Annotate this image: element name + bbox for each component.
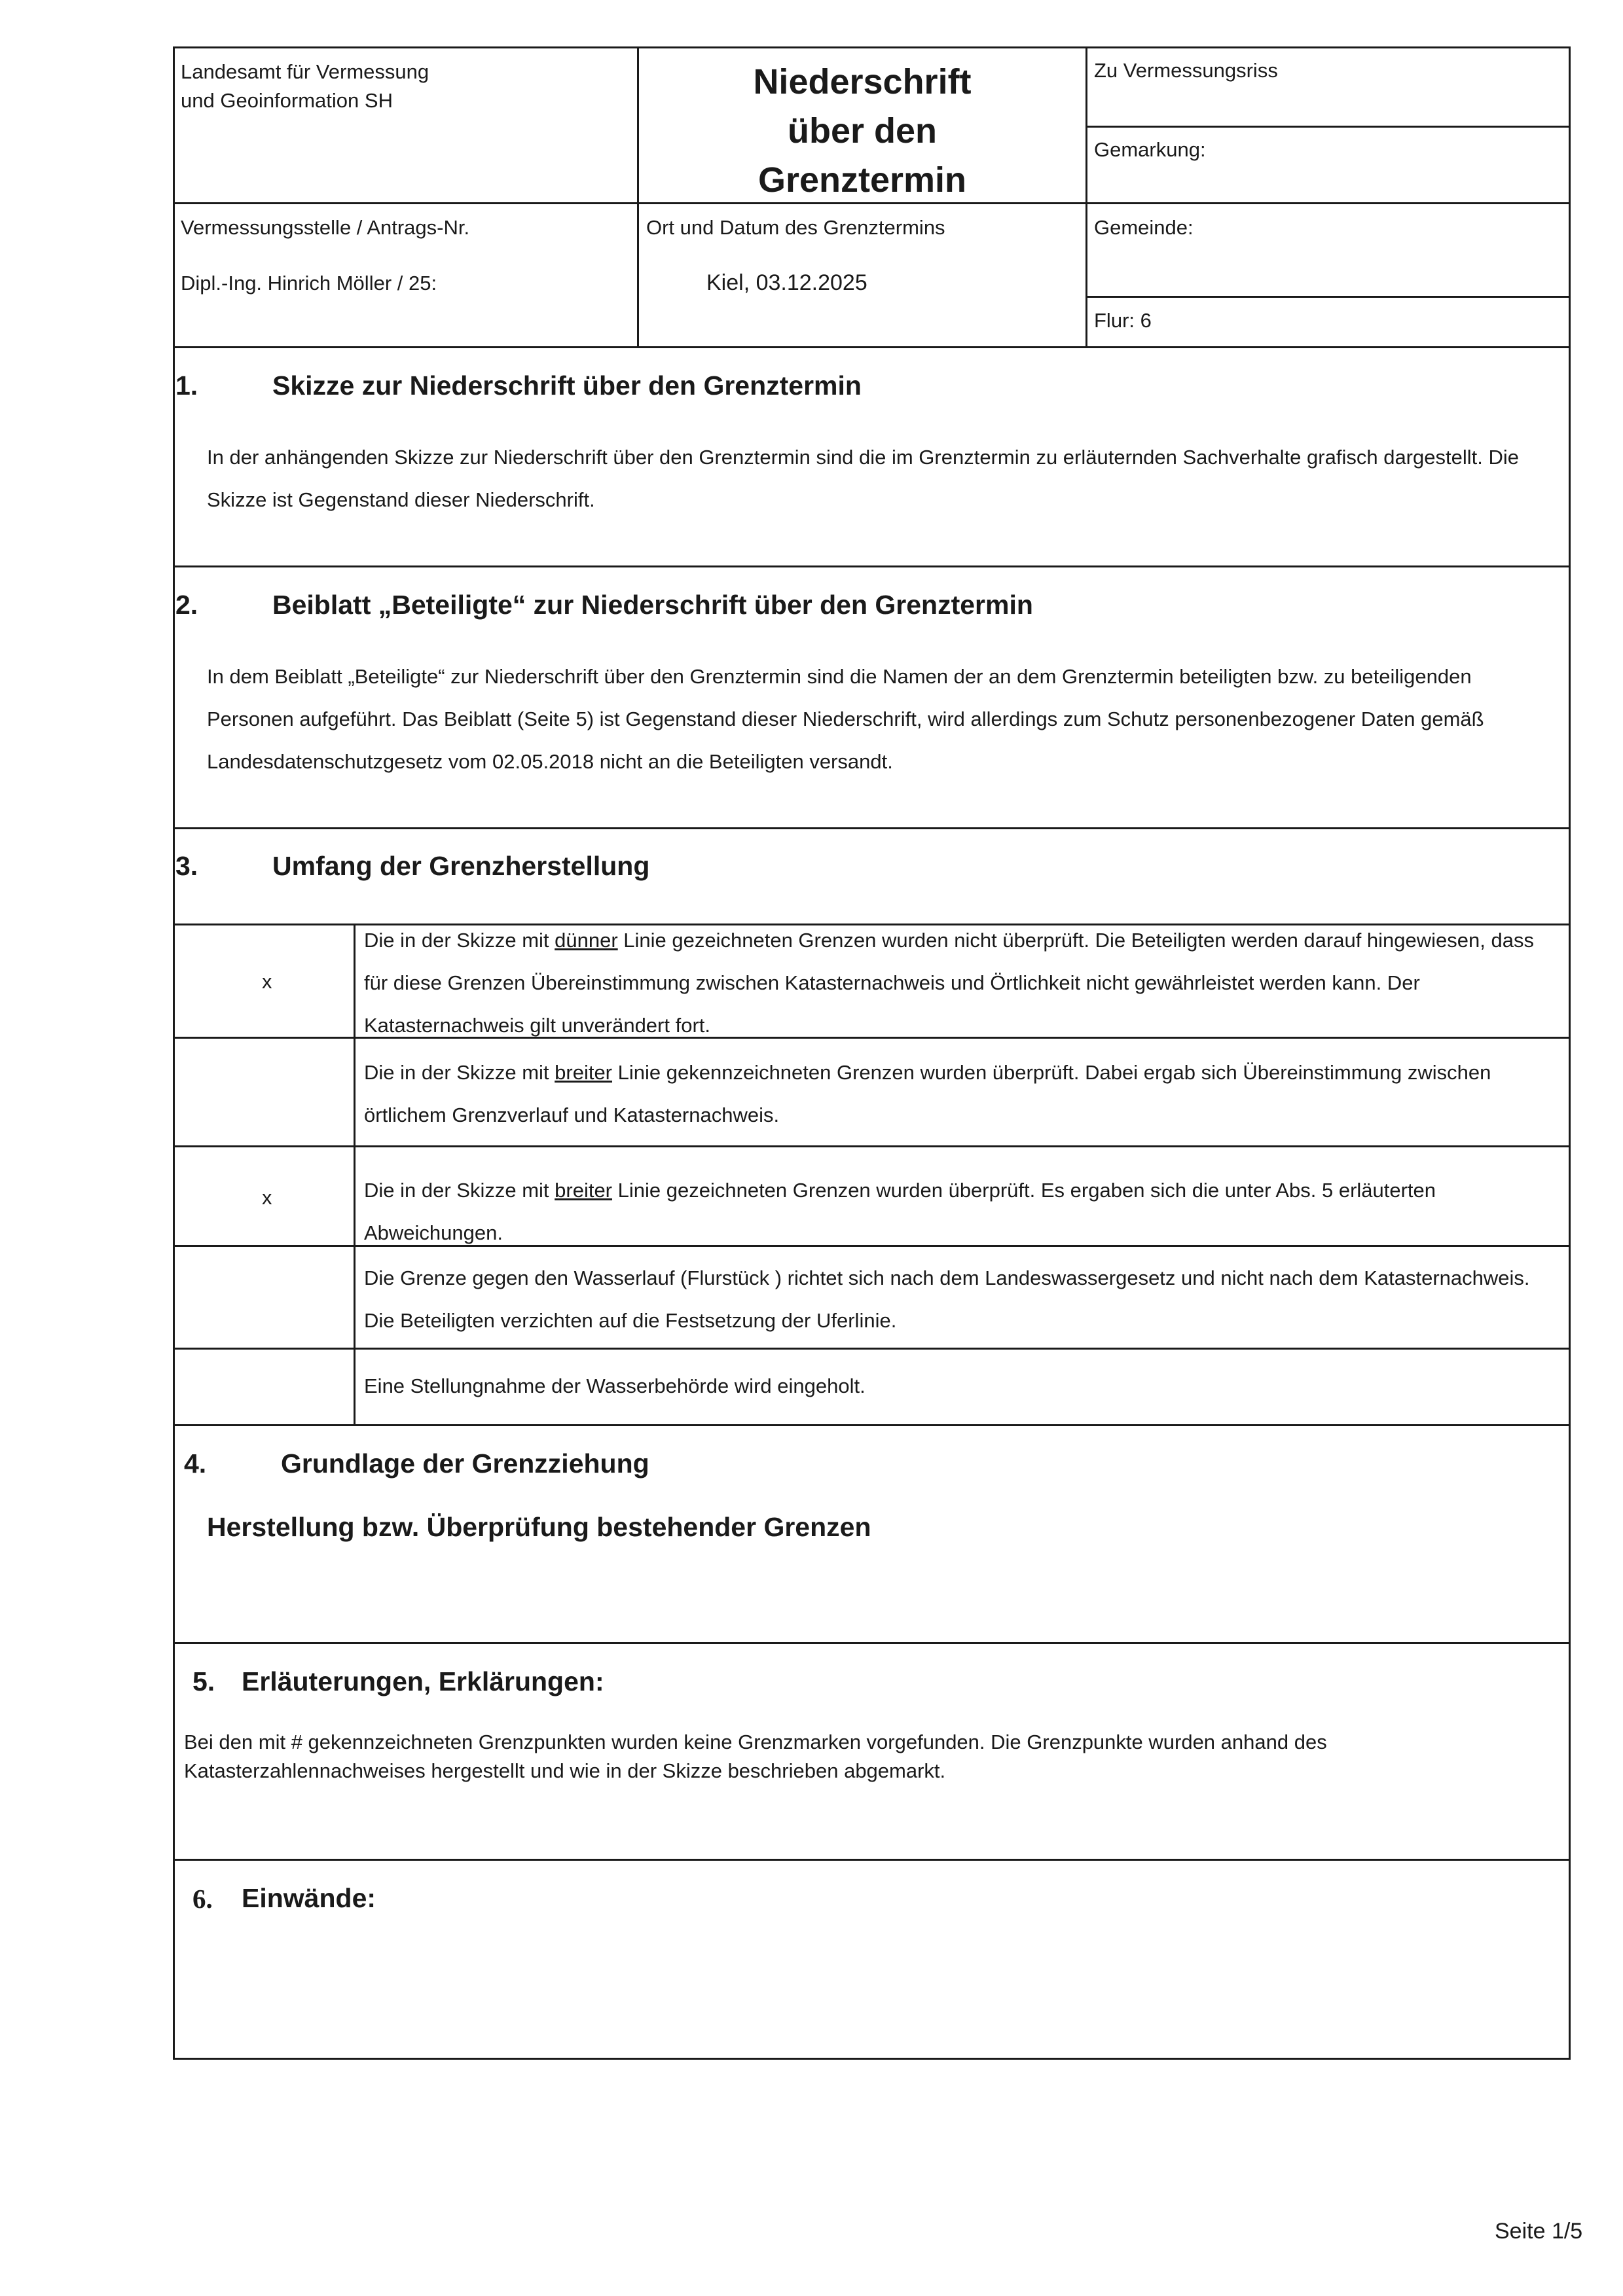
ort-datum-value: Kiel, 03.12.2025 [706,270,867,295]
table-rule [173,1348,1571,1350]
section-rule [173,565,1571,567]
section-title: Skizze zur Niederschrift über den Grenztermin [272,370,862,401]
authority-name [181,58,429,115]
text-line: Katasterzahlennachweises hergestellt und wie in der Skizze beschrieben abgemarkt. [184,1759,946,1782]
section-rule [173,1859,1571,1861]
section-number: 1. [175,370,198,401]
section-rule [173,1642,1571,1644]
header-rule [1085,296,1571,298]
table-divider [354,924,356,1426]
table-rule [173,1145,1571,1147]
text-line: Bei den mit # gekennzeichneten Grenzpunkten wurden keine Grenzmarken vorgefunden. Die Grenzpunkte wurden anhand des [184,1731,1327,1753]
gemarkung-label: Gemarkung: [1094,138,1206,161]
gemeinde-label: Gemeinde: [1094,216,1194,239]
document-title [639,58,1085,205]
table-rule [173,1424,1571,1426]
checkbox-mark[interactable]: x [262,1186,272,1209]
text-line: Die in der Skizze mit dünner Linie gezeichneten Grenzen wurden nicht überprüft. Die Beteiligten werden darauf hingewiesen, dass [364,929,1534,952]
option-text [364,1365,866,1407]
vermessungsstelle-label: Vermessungsstelle / Antrags-Nr. [181,216,470,239]
vermessungsstelle-value: Dipl.-Ing. Hinrich Möller / 25: [181,272,437,295]
header-divider [1085,46,1087,348]
section-rule [173,346,1571,348]
section-title: Grundlage der Grenzziehung [281,1448,649,1479]
flur-label: Flur: 6 [1094,309,1152,332]
text-line: für diese Grenzen Übereinstimmung zwischen Katasternachweis und Örtlichkeit nicht gewährleistet werden kann. Der [364,971,1420,994]
text-line: Die Grenze gegen den Wasserlauf (Flurstück ) richtet sich nach dem Landeswassergesetz und nicht nach dem Katasternachweis. [364,1266,1530,1289]
ort-datum-label: Ort und Datum des Grenztermins [646,216,945,239]
section-5-text [184,1728,1327,1785]
section-title: Beiblatt „Beteiligte“ zur Niederschrift über den Grenztermin [272,590,1033,620]
section-number: 4. [184,1448,207,1479]
section-number: 6. [192,1884,213,1914]
title-line: über den [787,111,938,151]
section-1-text [207,436,1519,521]
text-line: Die in der Skizze mit breiter Linie gezeichneten Grenzen wurden überprüft. Es ergaben sich die unter Abs. 5 erläuterten [364,1179,1436,1202]
checkbox-mark[interactable]: x [262,970,272,993]
text-line: Katasternachweis gilt unverändert fort. [364,1014,710,1037]
section-title: Erläuterungen, Erklärungen: [242,1666,604,1696]
section-rule [173,827,1571,829]
text-line: Abweichungen. [364,1221,503,1244]
authority-line: Landesamt für Vermessung [181,60,429,83]
title-line: Grenztermin [757,160,967,200]
text-line: Skizze ist Gegenstand dieser Niederschrift. [207,488,595,511]
text-line: Landesdatenschutzgesetz vom 02.05.2018 nicht an die Beteiligten versandt. [207,750,893,773]
title-line: Niederschrift [753,62,972,101]
text-line: Die in der Skizze mit breiter Linie gekennzeichneten Grenzen wurden überprüft. Dabei ergab sich Übereinstimmung zwischen [364,1061,1491,1084]
option-text [364,1051,1491,1136]
section-number: 5. [192,1666,215,1696]
objections-field[interactable] [184,1931,1559,2049]
text-line: Die Beteiligten verzichten auf die Festsetzung der Uferlinie. [364,1309,897,1332]
section-number: 3. [175,851,198,881]
text-line: Personen aufgeführt. Das Beiblatt (Seite 5) ist Gegenstand dieser Niederschrift, wird allerdings zum Schutz personenbezogener Daten gemäß [207,708,1484,730]
page-number: Seite 1/5 [1495,2219,1583,2244]
zu-vermessungsriss-label: Zu Vermessungsriss [1094,59,1278,82]
authority-line: und Geoinformation SH [181,89,393,112]
section-number: 2. [175,590,198,620]
section-subtitle: Herstellung bzw. Überprüfung bestehender Grenzen [207,1512,871,1542]
section-title: Einwände: [242,1883,376,1913]
text-line: Eine Stellungnahme der Wasserbehörde wird eingeholt. [364,1374,866,1397]
header-rule [1085,126,1571,128]
text-line: örtlichem Grenzverlauf und Katasternachweis. [364,1103,780,1126]
section-2-text [207,655,1484,783]
option-text [364,1169,1436,1254]
option-text [364,1257,1530,1342]
text-line: In der anhängenden Skizze zur Niederschrift über den Grenztermin sind die im Grenztermin zu erläuternden Sachverhalte grafisch dargestellt. Die [207,446,1519,469]
section-title: Umfang der Grenzherstellung [272,851,650,881]
text-line: In dem Beiblatt „Beteiligte“ zur Niederschrift über den Grenztermin sind die Namen der an dem Grenztermin beteiligten bzw. zu beteiligenden [207,665,1472,688]
option-text [364,919,1534,1047]
